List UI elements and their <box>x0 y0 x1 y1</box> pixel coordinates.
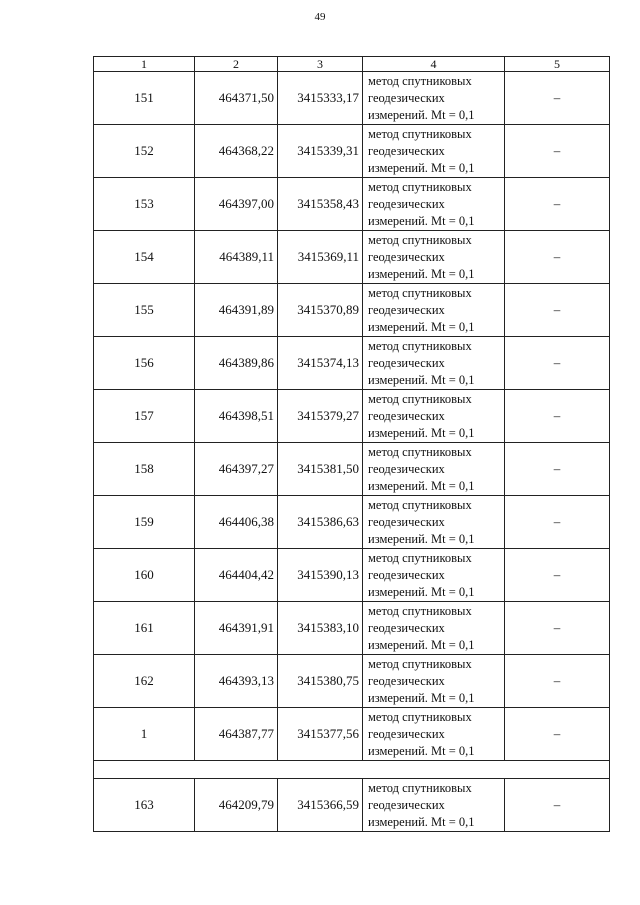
description-line: измерений. Mt = 0,1 <box>368 107 475 122</box>
column-5-cell: – <box>505 655 610 708</box>
column-5-cell: – <box>505 390 610 443</box>
x-coordinate-cell: 464397,27 <box>195 443 278 496</box>
header-cell: 4 <box>363 57 505 72</box>
table-row <box>94 779 610 832</box>
table-row <box>94 72 610 125</box>
table-row <box>94 549 610 602</box>
table-header-row <box>94 57 610 72</box>
x-coordinate-cell: 464391,91 <box>195 602 278 655</box>
method-description-cell <box>363 708 505 761</box>
description-line: измерений. Mt = 0,1 <box>368 814 475 829</box>
method-description-cell <box>363 337 505 390</box>
description-line: измерений. Mt = 0,1 <box>368 319 475 334</box>
separator-cell <box>94 761 610 779</box>
description-line: геодезических <box>368 514 445 529</box>
point-number-cell: 161 <box>94 602 195 655</box>
description-line: геодезических <box>368 196 445 211</box>
y-coordinate-cell: 3415386,63 <box>278 496 363 549</box>
description-line: геодезических <box>368 797 445 812</box>
description-line: метод спутниковых <box>368 391 472 406</box>
point-number-cell: 1 <box>94 708 195 761</box>
table-row <box>94 125 610 178</box>
y-coordinate-cell: 3415381,50 <box>278 443 363 496</box>
column-5-cell: – <box>505 708 610 761</box>
method-description-cell <box>363 284 505 337</box>
header-cell: 3 <box>278 57 363 72</box>
column-5-cell: – <box>505 337 610 390</box>
description-line: метод спутниковых <box>368 285 472 300</box>
description-line: измерений. Mt = 0,1 <box>368 372 475 387</box>
x-coordinate-cell: 464406,38 <box>195 496 278 549</box>
method-description-cell <box>363 549 505 602</box>
y-coordinate-cell: 3415358,43 <box>278 178 363 231</box>
point-number-cell: 154 <box>94 231 195 284</box>
header-cell: 1 <box>94 57 195 72</box>
y-coordinate-cell: 3415366,59 <box>278 779 363 832</box>
point-number-cell: 160 <box>94 549 195 602</box>
x-coordinate-cell: 464389,86 <box>195 337 278 390</box>
x-coordinate-cell: 464398,51 <box>195 390 278 443</box>
header-cell: 2 <box>195 57 278 72</box>
method-description-cell <box>363 72 505 125</box>
description-line: геодезических <box>368 567 445 582</box>
y-coordinate-cell: 3415383,10 <box>278 602 363 655</box>
point-number-cell: 159 <box>94 496 195 549</box>
x-coordinate-cell: 464389,11 <box>195 231 278 284</box>
y-coordinate-cell: 3415370,89 <box>278 284 363 337</box>
description-line: измерений. Mt = 0,1 <box>368 425 475 440</box>
description-line: геодезических <box>368 461 445 476</box>
column-5-cell: – <box>505 284 610 337</box>
table-row <box>94 390 610 443</box>
method-description-cell <box>363 178 505 231</box>
method-description-cell <box>363 443 505 496</box>
y-coordinate-cell: 3415333,17 <box>278 72 363 125</box>
description-line: измерений. Mt = 0,1 <box>368 637 475 652</box>
column-5-cell: – <box>505 72 610 125</box>
point-number-cell: 157 <box>94 390 195 443</box>
point-number-cell: 155 <box>94 284 195 337</box>
description-line: метод спутниковых <box>368 550 472 565</box>
description-line: метод спутниковых <box>368 73 472 88</box>
description-line: измерений. Mt = 0,1 <box>368 743 475 758</box>
description-line: измерений. Mt = 0,1 <box>368 160 475 175</box>
column-5-cell: – <box>505 231 610 284</box>
description-line: геодезических <box>368 673 445 688</box>
description-line: метод спутниковых <box>368 444 472 459</box>
description-line: метод спутниковых <box>368 780 472 795</box>
table-row <box>94 284 610 337</box>
y-coordinate-cell: 3415377,56 <box>278 708 363 761</box>
description-line: измерений. Mt = 0,1 <box>368 213 475 228</box>
separator-row <box>94 761 610 779</box>
point-number-cell: 162 <box>94 655 195 708</box>
table-row <box>94 655 610 708</box>
header-cell: 5 <box>505 57 610 72</box>
y-coordinate-cell: 3415390,13 <box>278 549 363 602</box>
column-5-cell: – <box>505 602 610 655</box>
x-coordinate-cell: 464391,89 <box>195 284 278 337</box>
description-line: метод спутниковых <box>368 709 472 724</box>
page-number: 49 <box>314 11 326 23</box>
description-line: метод спутниковых <box>368 603 472 618</box>
x-coordinate-cell: 464371,50 <box>195 72 278 125</box>
description-line: геодезических <box>368 408 445 423</box>
method-description-cell <box>363 390 505 443</box>
description-line: измерений. Mt = 0,1 <box>368 531 475 546</box>
x-coordinate-cell: 464387,77 <box>195 708 278 761</box>
point-number-cell: 153 <box>94 178 195 231</box>
point-number-cell: 152 <box>94 125 195 178</box>
x-coordinate-cell: 464368,22 <box>195 125 278 178</box>
column-5-cell: – <box>505 178 610 231</box>
column-5-cell: – <box>505 549 610 602</box>
method-description-cell <box>363 496 505 549</box>
table-row <box>94 178 610 231</box>
y-coordinate-cell: 3415374,13 <box>278 337 363 390</box>
y-coordinate-cell: 3415339,31 <box>278 125 363 178</box>
point-number-cell: 151 <box>94 72 195 125</box>
description-line: геодезических <box>368 90 445 105</box>
x-coordinate-cell: 464393,13 <box>195 655 278 708</box>
coordinates-table <box>93 56 610 832</box>
description-line: метод спутниковых <box>368 338 472 353</box>
x-coordinate-cell: 464397,00 <box>195 178 278 231</box>
table-row <box>94 337 610 390</box>
method-description-cell <box>363 655 505 708</box>
method-description-cell <box>363 231 505 284</box>
y-coordinate-cell: 3415369,11 <box>278 231 363 284</box>
description-line: геодезических <box>368 620 445 635</box>
description-line: метод спутниковых <box>368 232 472 247</box>
description-line: измерений. Mt = 0,1 <box>368 690 475 705</box>
table-row <box>94 443 610 496</box>
point-number-cell: 158 <box>94 443 195 496</box>
column-5-cell: – <box>505 125 610 178</box>
method-description-cell <box>363 125 505 178</box>
y-coordinate-cell: 3415380,75 <box>278 655 363 708</box>
description-line: геодезических <box>368 302 445 317</box>
table-row <box>94 708 610 761</box>
table-row <box>94 602 610 655</box>
table-row <box>94 496 610 549</box>
description-line: геодезических <box>368 355 445 370</box>
description-line: геодезических <box>368 143 445 158</box>
description-line: измерений. Mt = 0,1 <box>368 266 475 281</box>
description-line: метод спутниковых <box>368 126 472 141</box>
column-5-cell: – <box>505 496 610 549</box>
method-description-cell <box>363 602 505 655</box>
y-coordinate-cell: 3415379,27 <box>278 390 363 443</box>
point-number-cell: 156 <box>94 337 195 390</box>
x-coordinate-cell: 464404,42 <box>195 549 278 602</box>
description-line: метод спутниковых <box>368 497 472 512</box>
description-line: измерений. Mt = 0,1 <box>368 478 475 493</box>
point-number-cell: 163 <box>94 779 195 832</box>
description-line: измерений. Mt = 0,1 <box>368 584 475 599</box>
x-coordinate-cell: 464209,79 <box>195 779 278 832</box>
table-row <box>94 231 610 284</box>
description-line: геодезических <box>368 249 445 264</box>
description-line: геодезических <box>368 726 445 741</box>
description-line: метод спутниковых <box>368 656 472 671</box>
method-description-cell <box>363 779 505 832</box>
column-5-cell: – <box>505 443 610 496</box>
description-line: метод спутниковых <box>368 179 472 194</box>
column-5-cell: – <box>505 779 610 832</box>
